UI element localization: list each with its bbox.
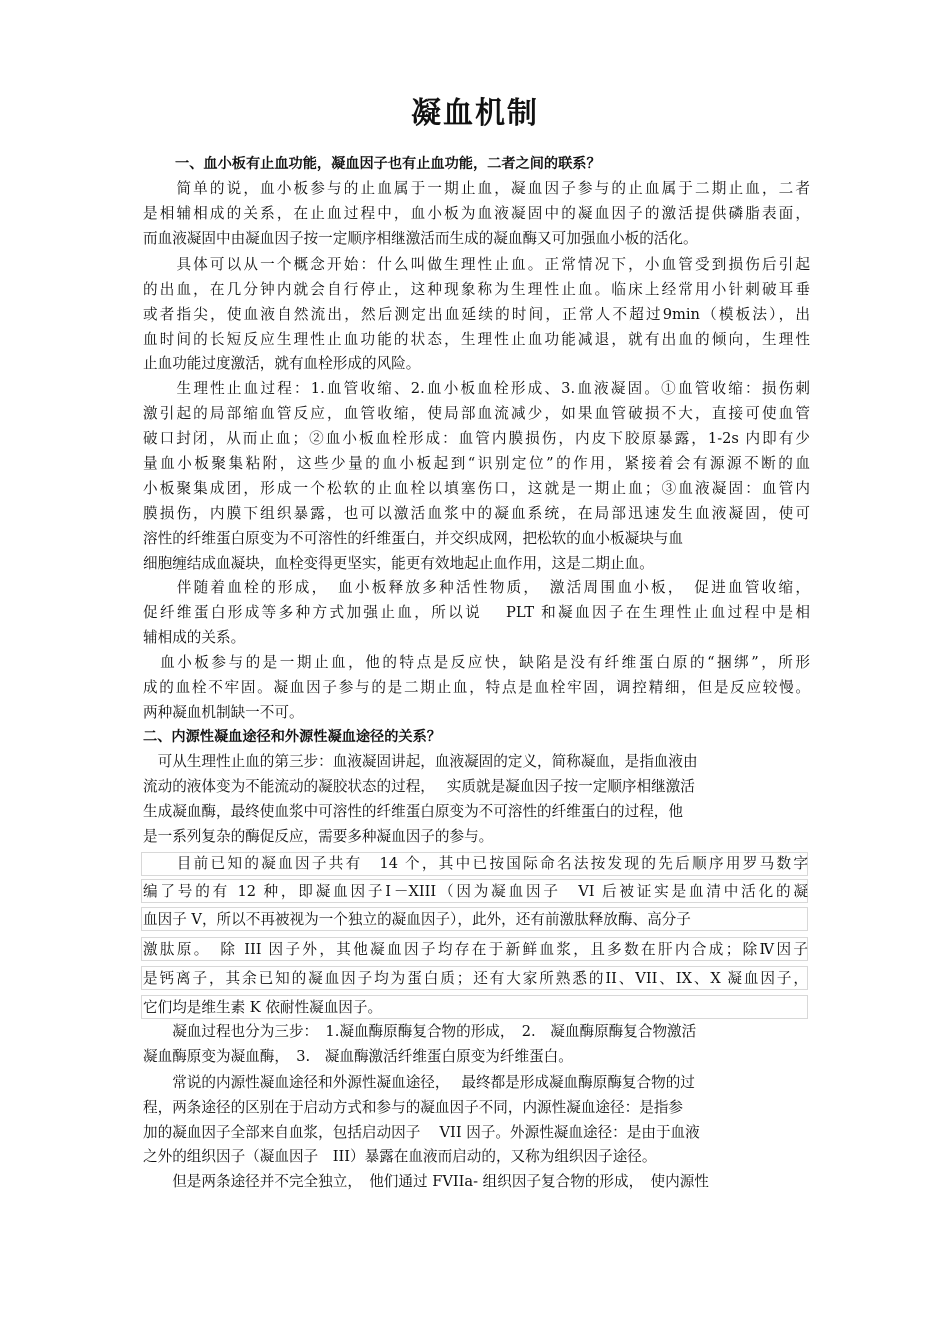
section-heading-1: 一、血小板有止血功能，凝血因子也有止血功能，二者之间的联系？ (175, 156, 601, 172)
paragraph-line: 止血功能过度激活，就有血栓形成的风险。 (143, 355, 421, 372)
paragraph-line: 量血小板聚集粘附，这些少量的血小板起到“识别定位”的作用，紧接着会有源源不断的血 (143, 455, 810, 472)
paragraph-line: 激引起的局部缩血管反应，血管收缩，使局部血流减少，如果血管破损不大，直接可使血管 (143, 405, 810, 422)
paragraph-line: 细胞缠结成血凝块，血栓变得更坚实，能更有效地起止血作用，这是二期止血。 (143, 555, 654, 572)
page-title: 凝血机制 (411, 96, 539, 131)
framed-line: 目前已知的凝血因子共有 14 个，其中已按国际命名法按发现的先后顺序用罗马数字 (143, 855, 808, 872)
paragraph-line: 简单的说，血小板参与的止血属于一期止血，凝血因子参与的止血属于二期止血，二者 (143, 180, 810, 197)
paragraph-line: 而血液凝固中由凝血因子按一定顺序相继激活而生成的凝血酶又可加强血小板的活化。 (143, 230, 698, 247)
paragraph-line: 具体可以从一个概念开始：什么叫做生理性止血。正常情况下，小血管受到损伤后引起 (143, 256, 810, 273)
paragraph-line: 常说的内源性凝血途径和外源性凝血途径， 最终都是形成凝血酶原酶复合物的过 (143, 1074, 695, 1091)
paragraph-line: 凝血酶原变为凝血酶， 3. 凝血酶激活纤维蛋白原变为纤维蛋白。 (143, 1048, 573, 1065)
paragraph-line: 之外的组织因子（凝血因子 III）暴露在血液而启动的，又称为组织因子途径。 (143, 1148, 657, 1165)
paragraph-line: 促纤维蛋白形成等多种方式加强止血，所以说 PLT 和凝血因子在生理性止血过程中是相 (143, 604, 810, 621)
paragraph-line: 小板聚集成团，形成一个松软的止血栓以填塞伤口，这就是一期止血；③血液凝固：血管内 (143, 480, 810, 497)
framed-line: 它们均是维生素 K 依耐性凝血因子。 (143, 999, 383, 1016)
framed-line: 血因子 V，所以不再被视为一个独立的凝血因子），此外，还有前激肽释放酶、高分子 (143, 911, 691, 928)
paragraph-line: 破口封闭，从而止血；②血小板血栓形成：血管内膜损伤，内皮下胶原暴露，1-2s 内即有少 (143, 430, 810, 447)
section-heading-2: 二、内源性凝血途径和外源性凝血途径的关系？ (143, 729, 441, 745)
paragraph-line: 两种凝血机制缺一不可。 (143, 704, 304, 721)
paragraph-line: 是相辅相成的关系，在止血过程中，血小板为血液凝固中的凝血因子的激活提供磷脂表面， (143, 205, 810, 222)
paragraph-line: 伴随着血栓的形成， 血小板释放多种活性物质， 激活周围血小板， 促进血管收缩， (143, 579, 810, 596)
paragraph-line: 程，两条途径的区别在于启动方式和参与的凝血因子不同，内源性凝血途径：是指参 (143, 1099, 683, 1116)
paragraph-line: 或者指尖，使血液自然流出，然后测定出血延续的时间，正常人不超过9min（模板法），出 (143, 306, 810, 323)
paragraph-line: 血时间的长短反应生理性止血功能的状态，生理性止血功能减退，就有出血的倾向，生理性 (143, 331, 810, 348)
paragraph-line: 流动的液体变为不能流动的凝胶状态的过程， 实质就是凝血因子按一定顺序相继激活 (143, 778, 695, 795)
framed-line: 编了号的有 12 种，即凝血因子Ⅰ－XIII（因为凝血因子 VI 后被证实是血清中活化的凝 (143, 883, 808, 900)
paragraph-line: 的出血，在几分钟内就会自行停止，这种现象称为生理性止血。临床上经常用小针刺破耳垂 (143, 281, 810, 298)
paragraph-line: 膜损伤，内膜下组织暴露，也可以激活血浆中的凝血系统，在局部迅速发生血液凝固，使可 (143, 505, 810, 522)
framed-line: 是钙离子，其余已知的凝血因子均为蛋白质；还有大家所熟悉的II、VII、IX、X 凝血因子， (143, 970, 808, 987)
paragraph-line: 凝血过程也分为三步： 1.凝血酶原酶复合物的形成， 2. 凝血酶原酶复合物激活 (143, 1023, 697, 1040)
framed-line: 激肽原。 除 III 因子外，其他凝血因子均存在于新鲜血浆，且多数在肝内合成；除Ⅳ因子 (143, 941, 808, 958)
paragraph-line: 血小板参与的是一期止血，他的特点是反应快，缺陷是没有纤维蛋白原的“捆绑”，所形 (143, 654, 810, 671)
paragraph-line: 是一系列复杂的酶促反应，需要多种凝血因子的参与。 (143, 828, 494, 845)
paragraph-line: 生成凝血酶，最终使血浆中可溶性的纤维蛋白原变为不可溶性的纤维蛋白的过程，他 (143, 803, 683, 820)
paragraph-line: 辅相成的关系。 (143, 629, 246, 646)
paragraph-line: 成的血栓不牢固。凝血因子参与的是二期止血，特点是血栓牢固，调控精细，但是反应较慢。 (143, 679, 810, 696)
paragraph-line: 可从生理性止血的第三步：血液凝固讲起，血液凝固的定义，简称凝血，是指血液由 (143, 753, 698, 770)
paragraph-line: 溶性的纤维蛋白原变为不可溶性的纤维蛋白，并交织成网，把松软的血小板凝块与血 (143, 530, 683, 547)
paragraph-line: 生理性止血过程：1.血管收缩、2.血小板血栓形成、3.血液凝固。①血管收缩：损伤刺 (143, 380, 810, 397)
paragraph-line: 但是两条途径并不完全独立， 他们通过 FVIIa- 组织因子复合物的形成， 使内源性 (143, 1173, 709, 1190)
paragraph-line: 加的凝血因子全部来自血浆，包括启动因子 VII 因子。外源性凝血途径：是由于血液 (143, 1124, 700, 1141)
